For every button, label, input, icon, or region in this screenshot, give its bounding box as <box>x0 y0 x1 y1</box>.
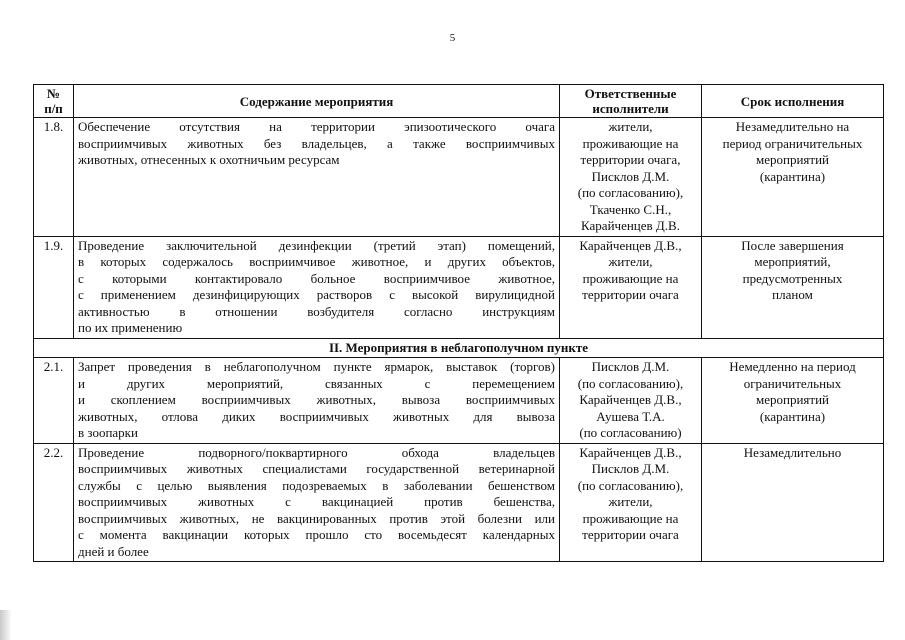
responsible-line: проживающие на <box>582 270 679 286</box>
responsible-line: Аушева Т.А. <box>596 408 665 424</box>
term-line: предусмотренных <box>742 270 843 286</box>
content-line: Проведение заключительной дезинфекции (третий этап) помещений, <box>78 237 555 253</box>
table-row <box>34 118 884 237</box>
responsible-line: Ткаченко С.Н., <box>589 201 672 217</box>
content-line: по их применению <box>78 320 183 335</box>
content-line: и скоплением восприимчивых животных, вывоза восприимчивых <box>78 392 555 407</box>
row-number: 2.2. <box>34 443 74 562</box>
content-line: с которыми контактировало больное восприимчивое животное, <box>78 270 555 286</box>
measures-table <box>33 84 884 562</box>
term-line: После завершения <box>741 237 844 253</box>
term-line: период ограничительных <box>722 135 863 151</box>
responsible-line: (по согласованию), <box>577 477 684 493</box>
content-line: восприимчивых животных, не вакцинированных против этой болезни или <box>78 510 555 526</box>
content-line: с момента вакцинации которых прошло сто восемьдесят календарных <box>78 527 555 542</box>
content-line: Запрет проведения в неблагополучном пункте ярмарок, выставок (торгов) <box>78 359 555 374</box>
responsible-line: Карайченцев Д.В., <box>579 444 682 460</box>
row-content <box>74 236 560 338</box>
responsible-line: жители, <box>608 119 653 134</box>
content-line: в которых содержалось восприимчивое животное, и других объектов, <box>78 254 555 269</box>
row-number: 1.8. <box>34 118 74 237</box>
row-responsible <box>560 236 702 338</box>
section-title: II. Мероприятия в неблагополучном пункте <box>34 338 884 358</box>
content-line: службы с целью выявления подозреваемых в заболевании бешенством <box>78 477 555 493</box>
term-line: мероприятий, <box>754 254 831 269</box>
row-term <box>702 236 884 338</box>
responsible-line: (по согласованию) <box>579 425 682 440</box>
content-line: дней и более <box>78 543 149 559</box>
responsible-line: (по согласованию), <box>577 185 684 200</box>
row-term <box>702 358 884 444</box>
responsible-line: Писклов Д.М. <box>591 461 670 476</box>
responsible-line: проживающие на <box>582 510 679 526</box>
row-number: 1.9. <box>34 236 74 338</box>
term-line: мероприятий <box>756 392 829 407</box>
term-line: Незамедлительно на <box>735 119 850 134</box>
term-line: мероприятий <box>756 152 829 167</box>
content-line: и других мероприятий, связанных с перемещением <box>78 375 555 391</box>
content-line: в зоопарки <box>78 425 138 440</box>
content-line: с применением дезинфицирующих растворов с высокой вирулицидной <box>78 287 555 302</box>
responsible-line: Писклов Д.М. <box>591 168 670 184</box>
responsible-line: Писклов Д.М. <box>591 359 670 374</box>
row-responsible <box>560 443 702 562</box>
header-responsible <box>560 85 702 118</box>
header-number-line: № <box>46 86 61 101</box>
header-term: Срок исполнения <box>702 85 884 118</box>
responsible-line: жители, <box>608 254 653 269</box>
content-line: восприимчивых животных без владельцев, а также восприимчивых <box>78 135 555 151</box>
row-number: 2.1. <box>34 358 74 444</box>
responsible-line: Карайченцев Д.В. <box>581 218 680 233</box>
responsible-line: (по согласованию), <box>577 375 684 391</box>
row-responsible <box>560 358 702 444</box>
responsible-line: Карайченцев Д.В., <box>579 237 682 253</box>
header-content: Содержание мероприятия <box>74 85 560 118</box>
responsible-line: территории очага <box>582 287 679 302</box>
table-row <box>34 443 884 562</box>
responsible-line: проживающие на <box>582 135 679 151</box>
term-line: ограничительных <box>743 375 842 391</box>
content-line: Обеспечение отсутствия на территории эпизоотического очага <box>78 119 555 134</box>
content-line: Проведение подворного/поквартирного обхода владельцев <box>78 444 555 460</box>
row-content <box>74 358 560 444</box>
responsible-line: территории очага <box>582 527 679 542</box>
term-line: (карантина) <box>759 408 826 424</box>
table-row <box>34 358 884 444</box>
row-term <box>702 443 884 562</box>
page-number: 5 <box>449 32 456 44</box>
scan-edge-shadow <box>0 610 12 640</box>
content-line: восприимчивых животных с вакцинацией против бешенства, <box>78 494 555 509</box>
term-line: Незамедлительно <box>743 444 842 460</box>
header-responsible-line: исполнители <box>592 101 669 116</box>
section-row <box>34 338 884 358</box>
content-line: активностью в отношении возбудителя согласно инструкциям <box>78 303 555 319</box>
term-line: Немедленно на период <box>729 359 856 374</box>
responsible-line: жители, <box>608 494 653 509</box>
content-line: животных, отлова диких восприимчивых животных для вывоза <box>78 408 555 424</box>
row-responsible <box>560 118 702 237</box>
header-number <box>34 85 74 118</box>
term-line: (карантина) <box>759 168 826 184</box>
content-line: восприимчивых животных специалистами государственной ветеринарной <box>78 461 555 476</box>
responsible-line: Карайченцев Д.В., <box>579 392 682 407</box>
responsible-line: территории очага, <box>580 152 681 167</box>
row-term <box>702 118 884 237</box>
row-content <box>74 118 560 237</box>
row-content <box>74 443 560 562</box>
table-header-row <box>34 85 884 118</box>
header-number-line: п/п <box>44 101 63 116</box>
table-row <box>34 236 884 338</box>
header-responsible-line: Ответственные <box>584 86 677 101</box>
content-line: животных, отнесенных к охотничьим ресурсам <box>78 152 340 167</box>
term-line: планом <box>772 287 813 302</box>
